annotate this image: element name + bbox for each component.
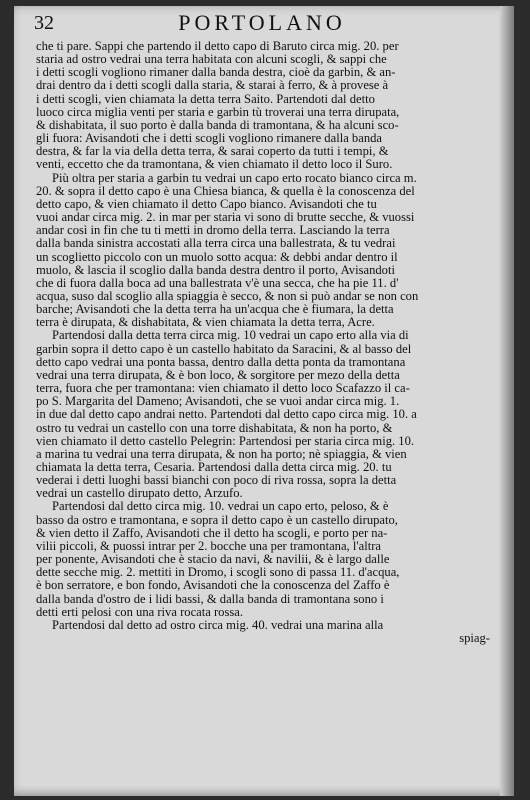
text-line: acqua, suso dal scoglio alla spiaggia è secco, & non si può andar se non con (36, 289, 419, 303)
text-line: dalla banda d'ostro de i lidi bassi, & dalla banda di tramontana sono i (36, 592, 384, 606)
text-line: è bon serratore, e bon fondo, Avisandoti che la conoscenza del Zaffo è (36, 579, 390, 593)
text-line: gli fuora: Avisandoti che i detti scogli vogliono rimanere dalla banda (36, 132, 383, 146)
text-line: detto capo, & vien chiamato il detto Capo bianco. Avisandoti che tu (36, 197, 377, 211)
book-page (14, 6, 514, 796)
text-line: vilii piccoli, & puossi intrar per 2. bocche una per tramontana, l'altra (36, 539, 381, 553)
text-line: & vien detto il Zaffo, Avisandoti che il detto ha scogli, e porto per na- (36, 526, 388, 540)
page-header (34, 10, 490, 38)
text-line: ostro tu vedrai un castello con una torre dishabitata, & non ha porto, & (36, 421, 393, 435)
text-line: 20. & sopra il detto capo è una Chiesa bianca, & quella è la conoscenza del (36, 184, 415, 198)
text-line: vedrai una terra dirupata, & è bon loco, & sorgitore per mezo della detta (36, 368, 400, 382)
text-line: i detti scogli, vien chiamata la detta terra Saito. Partendoti dal detto (36, 92, 375, 106)
text-line: basso da ostro e tramontana, e sopra il detto capo è un castello dirupato, (36, 513, 398, 527)
text-line: luoco circa miglia venti per staria e garbin tù troverai una terra dirupata, (36, 105, 400, 119)
catchword: spiag- (459, 632, 490, 646)
text-line: vuoi andar circa mig. 2. in mar per staria vi sono di brutte secche, & vuossi (36, 211, 415, 225)
text-line: Più oltra per staria a garbin tu vedrai un capo erto rocato bianco circa m. (52, 171, 417, 185)
text-line: terra è dirupata, & dishabitata, & vien chiamata la detta terra, Acre. (36, 316, 375, 330)
text-line: Partendosi dal detto circa mig. 10. vedrai un capo erto, peloso, & è (52, 500, 389, 514)
text-line: Partendosi dalla detta terra circa mig. 10 vedrai un capo erto alla via di (52, 329, 409, 343)
text-line: destra, & far la via della detta terra, & sarai coperto da tutti i tempi, & (36, 145, 389, 159)
text-line: dette secche mig. 2. mettiti in Dromo, i scogli sono di passa 11. d'acqua, (36, 566, 400, 580)
text-line: detto capo vedrai una ponta bassa, dentro dalla detta ponta da tramontana (36, 355, 406, 369)
text-line: garbin sopra il detto capo è un castello habitato da Saracini, & al basso del (36, 342, 412, 356)
text-line: i detti scogli vogliono rimaner dalla banda destra, cioè da garbin, & an- (36, 66, 396, 80)
text-line: un scoglietto piccolo con un muolo sotto acqua: & debbi andar dentro il (36, 250, 398, 264)
page-number: 32 (34, 12, 54, 34)
text-line: vien chiamato il detto castello Pelegrin: Partendosi per staria circa mig. 10. (36, 434, 415, 448)
text-line: barche; Avisandoti che la detta terra ha un'acqua che è fiumara, la detta (36, 303, 394, 317)
text-line: a marina tu vedrai una terra dirupata, & non ha porto; nè spiaggia, & vien (36, 447, 407, 461)
text-line: che ti pare. Sappi che partendo il detto capo di Baruto circa mig. 20. per (36, 40, 399, 53)
text-line: chiamata la detta terra, Cesaria. Partendosi dalla detta circa mig. 20. tu (36, 461, 392, 474)
text-line: vederai i detti luoghi bassi bianchi con poco di riva rossa, sopra la detta (36, 474, 397, 488)
text-line: per ponente, Avisandoti che è stacio da navi, & navilii, & è largo dalle (36, 553, 390, 567)
body-text (36, 40, 490, 778)
text-line: & dishabitata, il suo porto è dalla banda di tramontana, & ha alcuni sco- (36, 118, 399, 132)
text-line: staria ad ostro vedrai una terra habitata con alcuni scogli, & sappi che (36, 53, 387, 67)
text-line: terra, fuora che per tramontana: vien chiamato il detto loco Scafazzo il ca- (36, 382, 410, 396)
text-line: venti, eccetto che da tramontana, & vien chiamato il detto loco il Suro. (36, 158, 393, 172)
text-line: andar così in fin che tu ti metti in dromo della terra. Lasciando la terra (36, 224, 390, 238)
running-head: PORTOLANO (178, 10, 346, 35)
text-line: po S. Margarita del Dameno; Avisandoti, che se vuoi andar circa mig. 1. (36, 395, 400, 409)
text-line: vedrai un castello dirupato detto, Arzufo. (36, 487, 243, 501)
text-line: detti erti pelosi con una riva rocata rossa. (36, 605, 244, 619)
page-gutter-shadow (500, 6, 514, 796)
text-line: che di fuora dalla boca ad una ballestrata v'è una secca, che ha pie 11. d' (36, 276, 399, 290)
text-line: in due dal detto capo andrai netto. Partendoti dal detto capo circa mig. 10. a (36, 408, 417, 422)
text-line: drai dentro da i detti scogli dalla staria, & starai à ferro, & à provese à (36, 79, 389, 93)
text-line: muolo, & lascia il scoglio dalla banda destra dentro il porto, Avisandoti (36, 263, 395, 277)
text-line: Partendosi dal detto ad ostro circa mig. 40. vedrai una marina alla (52, 618, 384, 632)
text-line: dalla banda sinistra accostati alla terra circa una ballestrata, & tu vedrai (36, 237, 396, 251)
